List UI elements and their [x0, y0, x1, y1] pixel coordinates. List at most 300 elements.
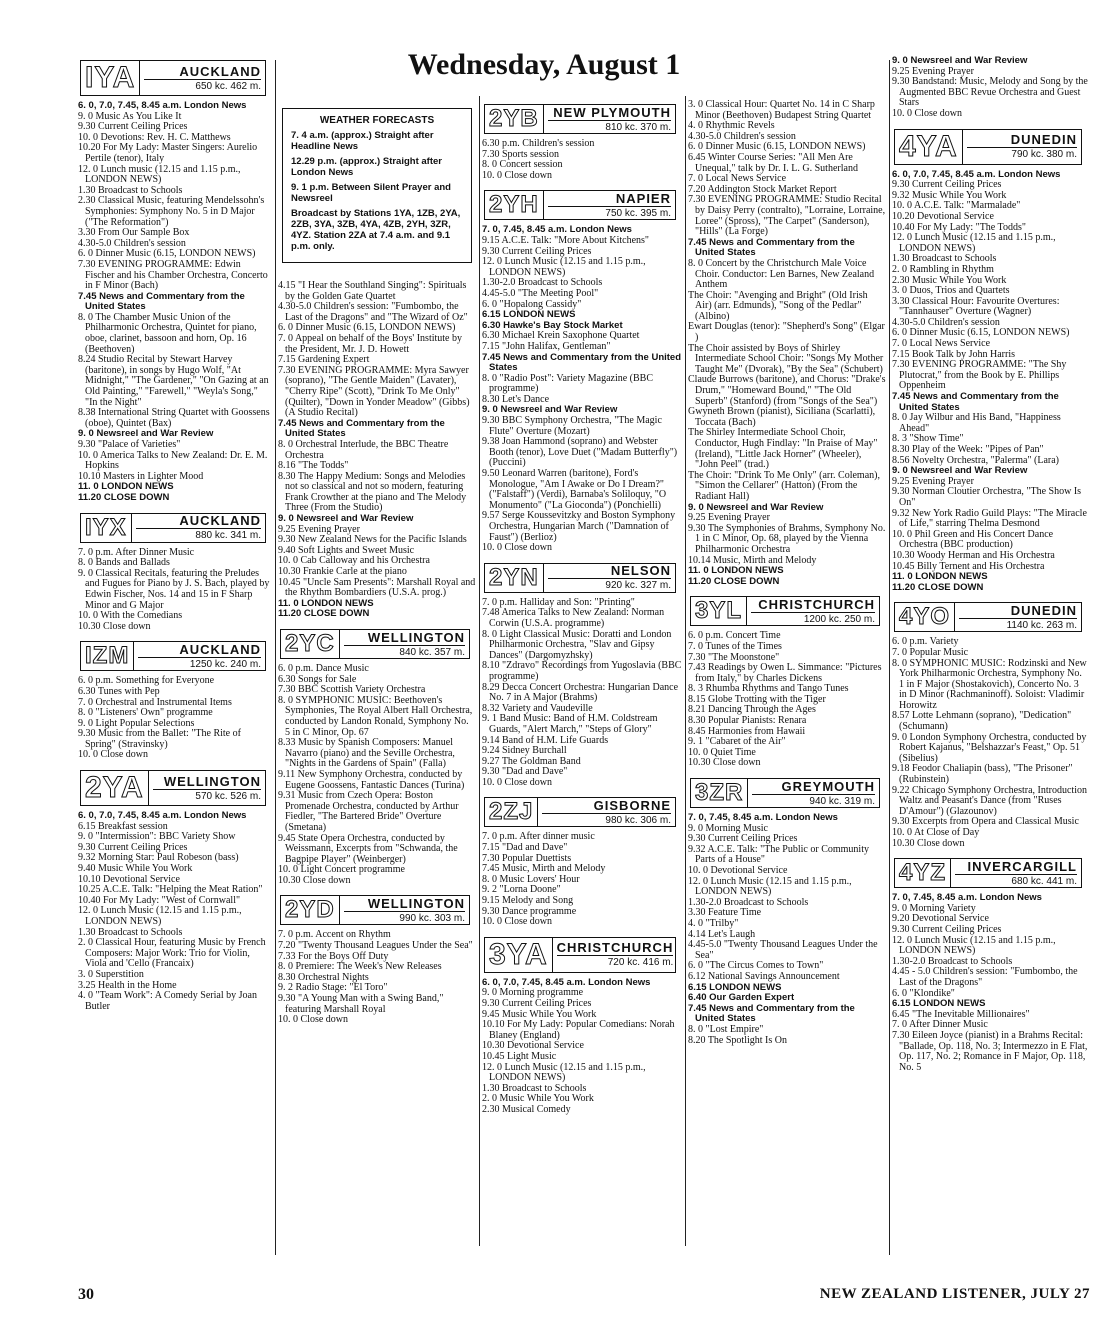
- programme-item: 10. 0 Close down: [482, 776, 552, 788]
- station-logo-2yd: [280, 895, 470, 925]
- programme-item: 10. 0 With the Comedians: [78, 610, 183, 622]
- programme-item: 8. 0 Orchestral Interlude, the BBC Theatre Orchestra: [278, 438, 449, 461]
- station-city: AUCKLAND: [144, 64, 261, 80]
- programme-item: 10. 0 A.C.E. Talk: "Marmalade": [892, 200, 1021, 212]
- programme-item: 9.15 A.C.E. Talk: "More About Kitchens": [482, 234, 649, 246]
- programme-item: 9.20 Devotional Service: [892, 913, 989, 925]
- programme-item: 2. 0 Classical Hour, featuring Music by French Composers: Major Work: Trio for Violin, Viola and 'Cello (Francaix): [78, 937, 266, 970]
- station-city: DUNEDIN: [959, 603, 1077, 619]
- programme-item: 7.45 News and Commentary from the United States: [688, 236, 855, 259]
- programme-item: 4.14 Let's Laugh: [688, 928, 756, 940]
- programme-item: 9.30 "Palace of Varieties": [78, 439, 181, 450]
- programme-item: 7.30 Eileen Joyce (pianist) in a Brahms Recital: "Ballade, Op. 118, No. 3; Intermezzo in E Flat, Op. 117, No. 2; Romance in F Major, Op. 118, No. 5: [892, 1029, 1088, 1073]
- programme-item: 9.30 Current Ceiling Prices: [688, 833, 798, 845]
- programme-item: 4. 0 "Trilby": [688, 917, 739, 929]
- station-logo-1yx: [80, 513, 266, 543]
- programme-list-2ya-continued: [278, 281, 476, 620]
- programme-item: 4.45-5.0 "The Meeting Pool": [482, 287, 599, 299]
- programme-item: 7. 0 p.m. After dinner music: [482, 831, 595, 843]
- programme-item: 10.10 Devotional Service: [78, 873, 180, 885]
- callsign: 2YN: [485, 564, 544, 592]
- programme-item: 6.45 "The Inevitable Millionaires": [892, 1008, 1030, 1020]
- programme-item: 8.20 The Spotlight Is On: [688, 1034, 787, 1046]
- station-logo-3zr: [690, 778, 880, 808]
- programme-item: 9.30 Excerpts from Opera and Classical Music: [892, 816, 1079, 828]
- programme-item: 8. 0 "Listeners' Own" programme: [78, 707, 213, 719]
- programme-item: 6.30 Hawke's Bay Stock Market: [482, 319, 623, 331]
- programme-item: 10.10 For My Lady: Popular Comedians: Norah Blaney (England): [482, 1019, 675, 1041]
- callsign: IYA: [81, 61, 140, 95]
- column-3: [482, 100, 682, 1116]
- programme-item: 2. 0 Rambling in Rhythm: [892, 263, 994, 275]
- programme-item: 9. 0 Light Popular Selections: [78, 717, 195, 729]
- programme-item: 9. 0 Newsreel and War Review: [278, 513, 414, 525]
- station-frequency: 650 kc. 462 m.: [195, 80, 261, 92]
- programme-item: 10.30 Close down: [278, 874, 351, 886]
- programme-item: 7. 0 Popular Music: [892, 646, 969, 658]
- station-city: DUNEDIN: [967, 132, 1077, 148]
- programme-item: 7.30 EVENING PROGRAMME: Edwin Fischer and his Chamber Orchestra, Concerto in F Minor (Bach): [78, 258, 268, 292]
- programme-item: 7.30 EVENING PROGRAMME: Studio Recital by Daisy Perry (contralto), "Lorraine, Lorraine, Loree" (Spross), "The Carpet" (Sanderson), "Hills" (La Forge): [688, 194, 886, 238]
- programme-item: 9.30 Dance programme: [482, 905, 577, 917]
- programme-item: 7.45 News and Commentary from the United States: [482, 351, 682, 374]
- programme-item: 7.15 Book Talk by John Harris: [892, 348, 1015, 360]
- programme-item: The Shirley Intermediate School Choir, Conductor, Hugh Findlay: "In Praise of May" (Ireland), "Little Jack Horner" (Wheeler), "John Peel" (trad.): [688, 427, 878, 471]
- programme-item: 9.14 Band of H.M. Life Guards: [482, 734, 609, 746]
- station-frequency: 750 kc. 395 m.: [605, 207, 671, 219]
- programme-item: 6.15 Breakfast session: [78, 820, 168, 832]
- programme-item: 10. 0 Cab Calloway and his Orchestra: [278, 555, 430, 567]
- programme-item: 9.11 New Symphony Orchestra, conducted by Eugene Goossens, Fantastic Dances (Turina): [278, 768, 465, 791]
- programme-item: 6. 0, 7.0, 7.45, 8.45 a.m. London News: [892, 168, 1061, 180]
- programme-item: 9.27 The Goldman Band: [482, 755, 581, 767]
- programme-item: 10. 0 Phil Green and His Concert Dance Orchestra (BBC production): [892, 528, 1054, 551]
- programme-item: 10.45 "Uncle Sam Presents": Marshall Royal and the Rhythm Bombardiers (U.S.A. prog.): [278, 576, 476, 599]
- programme-list-2yb: [482, 139, 682, 181]
- programme-item: 8.38 International String Quartet with Goossens (oboe), Quintet (Bax): [78, 407, 270, 429]
- programme-item: 8.56 Novelty Orchestra, "Palerma" (Lara): [892, 454, 1059, 466]
- programme-item: 10. 0 Close down: [482, 169, 552, 181]
- programme-item: 12. 0 Lunch Music (12.15 and 1.15 p.m., LONDON NEWS): [78, 905, 242, 927]
- programme-item: 6. 0 Dinner Music (6.15, LONDON NEWS): [688, 141, 866, 153]
- station-frequency: 1140 kc. 263 m.: [1006, 619, 1077, 631]
- programme-item: 9. 2 Radio Stage: "El Toro": [278, 982, 388, 994]
- programme-item: 8. 0 Music Lovers' Hour: [482, 873, 580, 885]
- programme-item: 9. 0 Morning Music: [688, 822, 768, 834]
- programme-item: 9. 0 Music As You Like It: [78, 110, 182, 122]
- station-frequency: 880 kc. 341 m.: [195, 530, 261, 542]
- programme-item: 8. 0 The Chamber Music Union of the Philharmonic Orchestra, Quintet for piano, oboe, clarinet, bassoon and horn, Op. 16 (Beethoven): [78, 311, 257, 355]
- programme-item: 6.15 LONDON NEWS: [688, 981, 782, 993]
- callsign: 2YD: [281, 896, 340, 924]
- programme-item: 12. 0 Lunch Music (12.15 and 1.15 p.m., LONDON NEWS): [482, 256, 646, 278]
- programme-item: 1.30 Broadcast to Schools: [78, 926, 183, 938]
- programme-item: 8.10 "Zdravo" Recordings from Yugoslavia (BBC programme): [482, 660, 682, 682]
- programme-item: 6.15 LONDON NEWS: [482, 309, 576, 321]
- programme-item: 7.33 For the Boys Off Duty: [278, 950, 389, 962]
- programme-item: 4. 0 "Team Work": A Comedy Serial by Joan Butler: [78, 990, 257, 1012]
- programme-item: 9. 0 Newsreel and War Review: [892, 465, 1028, 477]
- programme-item: 4.15 "I Hear the Southland Singing": Spirituals by the Golden Gate Quartet: [278, 280, 467, 302]
- programme-item: 9. 0 Morning Variety: [892, 902, 976, 914]
- programme-item: 9.30 Current Ceiling Prices: [482, 245, 592, 257]
- callsign: 4YZ: [895, 859, 951, 887]
- programme-item: 8. 3 "Show Time": [892, 433, 964, 445]
- programme-item: 3.30 Classical Hour: Favourite Overtures: "Tannhauser" Overture (Wagner): [892, 295, 1060, 318]
- programme-item: 11.20 CLOSE DOWN: [892, 581, 984, 593]
- programme-item: 9. 0 Newsreel and War Review: [688, 501, 824, 513]
- programme-list-2zj: [482, 832, 682, 927]
- programme-item: 3.30 From Our Sample Box: [78, 227, 190, 239]
- programme-item: 8. 0 SYMPHONIC MUSIC: Beethoven's Symphonies, The Royal Albert Hall Orchestra, conducted by Landon Ronald, Symphony No. 5 in C Minor, Op. 67: [278, 694, 473, 738]
- programme-item: 8. 0 Bands and Ballads: [78, 557, 170, 569]
- programme-item: 10. 0 Quiet Time: [688, 746, 756, 758]
- programme-list-4yz: [892, 893, 1088, 1073]
- programme-item: 9.31 Music from Czech Opera: Boston Promenade Orchestra, conducted by Arthur Fiedler, "The Bartered Bride" Overture (Smetana): [278, 790, 459, 833]
- page-headline: Wednesday, August 1: [407, 48, 681, 81]
- programme-item: 12. 0 Lunch Music (12.15 and 1.15 p.m., LONDON NEWS): [482, 1061, 646, 1084]
- callsign: 2YH: [485, 191, 544, 219]
- programme-item: 10.30 Frankie Carle at the piano: [278, 566, 407, 578]
- column-2: [278, 100, 476, 1026]
- programme-item: 9. 0 London Symphony Orchestra, conducted by Robert Kajanus, "Belshazzar's Feast," Op. 51 (Sibelius): [892, 731, 1087, 764]
- programme-item: 2.30 Classical Music, featuring Mendelssohn's Symphonies: Symphony No. 5 in D Major ("The Reformation"): [78, 195, 265, 228]
- programme-item: 7. 0 Tunes of the Times: [688, 640, 782, 652]
- programme-item: 11.20 CLOSE DOWN: [78, 491, 170, 503]
- programme-item: 9.38 Joan Hammond (soprano) and Webster Booth (tenor), Love Duet ("Madam Butterfly") (Puccini): [482, 436, 678, 469]
- programme-list-3zr: [688, 813, 886, 1046]
- programme-item: 1.30-2.0 Broadcast to Schools: [892, 955, 1013, 967]
- station-city: NEW PLYMOUTH: [548, 105, 671, 121]
- programme-item: 4.45 - 5.0 Children's session: "Fumbombo, the Last of the Dragons": [892, 966, 1078, 988]
- programme-item: 10.10 Masters in Lighter Mood: [78, 470, 204, 482]
- programme-item: 7.45 News and Commentary from the United States: [688, 1002, 855, 1025]
- programme-item: 7.30 Popular Duettists: [482, 852, 572, 864]
- programme-item: 10.40 For My Lady: "The Todds": [892, 221, 1026, 233]
- programme-item: 1.30-2.0 Broadcast to Schools: [688, 896, 809, 908]
- station-city: NAPIER: [548, 191, 671, 207]
- programme-item: 10.45 Light Music: [482, 1050, 557, 1062]
- programme-item: 6.30 Songs for Sale: [278, 673, 357, 685]
- programme-item: 9.40 Music While You Work: [78, 863, 193, 875]
- programme-item: 9.50 Leonard Warren (baritone), Ford's Monologue, "Am I Awake or Do I Dream?" ("Falstaff") (Verdi), Barnaba's Soliloquy, "O Monumento" ("La Gioconda") (Ponchielli): [482, 468, 667, 511]
- programme-item: 9.30 New Zealand News for the Pacific Islands: [278, 534, 467, 546]
- column-5: [892, 56, 1088, 1073]
- programme-item: 9. 0 "Intermission": BBC Variety Show: [78, 831, 236, 843]
- programme-item: 9. 0 Classical Recitals, featuring the Preludes and Fugues for Piano by J. S. Bach, played by Edwin Fischer, Nos. 14 and 15 in F Sharp Minor and G Major: [78, 567, 270, 611]
- programme-item: 3. 0 Duos, Trios and Quartets: [892, 285, 1010, 297]
- programme-item: 8.30 The Happy Medium: Songs and Melodies not so classical and not so modern, featuring Frank Crowther at the piano and The Melody Three (From the Studio): [278, 470, 467, 514]
- station-frequency: 840 kc. 357 m.: [399, 646, 465, 658]
- programme-item: 9.32 Music While You Work: [892, 189, 1007, 201]
- programme-item: 9.22 Chicago Symphony Orchestra, Introduction Waltz and Peasant's Dance (from "Ruses D'Amour") (Glazounov): [892, 784, 1087, 817]
- page-number: 30: [78, 1286, 94, 1303]
- station-city: GISBORNE: [542, 798, 671, 814]
- programme-item: 9. 0 Morning programme: [482, 987, 584, 999]
- programme-item: 6. 0, 7.0, 7.45, 8.45 a.m. London News: [78, 810, 247, 822]
- programme-item: 9.24 Sidney Burchall: [482, 745, 567, 757]
- programme-item: 10.30 Close down: [892, 837, 965, 849]
- programme-item: 8.21 Dancing Through the Ages: [688, 704, 816, 716]
- programme-item: 6. 0 Dinner Music (6.15, LONDON NEWS): [278, 322, 456, 334]
- programme-item: 11. 0 LONDON NEWS: [78, 481, 174, 493]
- column-4: [688, 100, 886, 1046]
- programme-item: 8. 0 Premiere: The Week's New Releases: [278, 961, 442, 973]
- station-city: AUCKLAND: [138, 642, 261, 658]
- programme-item: 7.15 "Dad and Dave": [482, 842, 568, 854]
- programme-item: 8.57 Lotte Lehmann (soprano), "Dedication" (Schumann): [892, 710, 1072, 733]
- programme-item: 4.30-5.0 Children's session: [78, 237, 186, 249]
- programme-item: 10.25 A.C.E. Talk: "Helping the Meat Ration": [78, 884, 263, 896]
- programme-item: 6.12 National Savings Announcement: [688, 970, 840, 982]
- station-city: GREYMOUTH: [752, 779, 875, 795]
- station-frequency: 720 kc. 416 m.: [607, 957, 674, 969]
- programme-item: 7.30 "The Moonstone": [688, 651, 780, 663]
- programme-list-4ya: [892, 170, 1088, 594]
- callsign: 2YA: [81, 771, 149, 805]
- programme-item: 7. 0 Appeal on behalf of the Boys' Institute by the President, Mr. J. D. Howett: [278, 332, 462, 355]
- callsign: IZM: [81, 642, 134, 670]
- programme-item: 3. 0 Classical Hour: Quartet No. 14 in C Sharp Minor (Beethoven) Budapest String Quartet: [688, 99, 875, 121]
- programme-item: 2.30 Musical Comedy: [482, 1103, 571, 1115]
- callsign: 3ZR: [691, 779, 748, 807]
- programme-item: 9.30 Current Ceiling Prices: [78, 121, 188, 133]
- programme-list-2yd: [278, 930, 476, 1025]
- programme-item: Gwyneth Brown (pianist), Siciliana (Scarlatti), Toccata (Bach): [688, 406, 876, 428]
- programme-item: 10. 0 America Talks to New Zealand: Dr. E. M. Hopkins: [78, 449, 268, 472]
- station-logo-3yl: [690, 596, 880, 626]
- programme-item: 6. 0 "Klondike": [892, 987, 955, 999]
- programme-item: 1.30 Broadcast to Schools: [482, 1082, 587, 1094]
- programme-item: 11. 0 LONDON NEWS: [688, 565, 784, 577]
- callsign: 4YA: [895, 130, 963, 164]
- station-frequency: 940 kc. 319 m.: [809, 795, 875, 807]
- programme-item: 9.40 Soft Lights and Sweet Music: [278, 544, 415, 556]
- column-rule: [275, 60, 276, 1255]
- callsign: 4YO: [895, 603, 955, 631]
- station-frequency: 990 kc. 303 m.: [399, 912, 465, 924]
- programme-item: 6. 0 p.m. Concert Time: [688, 630, 781, 642]
- programme-item: 7.43 Readings by Owen L. Simmance: "Pictures from Italy," by Charles Dickens: [688, 662, 882, 684]
- programme-item: 12. 0 Lunch music (12.15 and 1.15 p.m., LONDON NEWS): [78, 163, 241, 186]
- programme-item: 8.30 Orchestral Nights: [278, 971, 369, 983]
- callsign: 3YA: [485, 938, 553, 972]
- programme-item: 12. 0 Lunch Music (12.15 and 1.15 p.m., LONDON NEWS): [892, 934, 1056, 957]
- programme-item: 10.30 Devotional Service: [482, 1040, 584, 1052]
- programme-item: 7. 0 p.m. After Dinner Music: [78, 546, 195, 558]
- station-logo-1ya: [80, 60, 266, 96]
- programme-item: 10. 0 Close down: [892, 107, 962, 119]
- programme-item: 8. 0 Jay Wilbur and His Band, "Happiness Ahead": [892, 412, 1061, 434]
- programme-item: 3.25 Health in the Home: [78, 979, 177, 991]
- programme-item: 9.45 State Opera Orchestra, conducted by Weissmann, Excerpts from "Schwanda, the Bagpipe Player" (Weinberger): [278, 832, 458, 865]
- programme-item: 9. 0 Newsreel and War Review: [892, 55, 1028, 66]
- programme-item: 10. 0 Light Concert programme: [278, 864, 405, 876]
- programme-item: 8.32 Variety and Vaudeville: [482, 702, 593, 714]
- programme-list-2yc: [278, 664, 476, 886]
- programme-item: 9.32 Morning Star: Paul Robeson (bass): [78, 852, 239, 864]
- programme-item: 9.30 Bandstand: Music, Melody and Song by the Augmented BBC Revue Orchestra and Guest Stars: [892, 76, 1088, 109]
- programme-item: 4.45-5.0 "Twenty Thousand Leagues Under the Sea": [688, 939, 878, 961]
- station-logo-2ya: [80, 770, 266, 806]
- station-city: AUCKLAND: [136, 513, 261, 529]
- programme-item: 10. 0 Devotional Service: [688, 865, 788, 876]
- programme-item: 9.30 BBC Symphony Orchestra, "The Magic Flute" Overture (Mozart): [482, 415, 662, 437]
- weather-line: 9. 1 p.m. Between Silent Prayer and Newsreel: [291, 182, 451, 204]
- programme-item: 10. 0 Close down: [482, 916, 552, 928]
- callsign: IYX: [81, 514, 132, 542]
- programme-list-2yn: [482, 598, 682, 789]
- programme-item: 7. 0 Local News Service: [892, 338, 991, 350]
- programme-item: 8.30 Play of the Week: "Pipes of Pan": [892, 444, 1044, 455]
- station-frequency: 680 kc. 441 m.: [1011, 875, 1077, 887]
- station-logo-1zm: [80, 641, 266, 671]
- station-logo-4yo: [894, 602, 1082, 632]
- programme-item: 9.32 New York Radio Guild Plays: "The Miracle of Life," starring Thelma Desmond: [892, 507, 1087, 530]
- programme-item: 4.30-5.0 Children's session: [688, 130, 796, 142]
- programme-item: 8. 0 Light Classical Music: Doratti and London Philharmonic Orchestra, "Slav and Gipsy Dances" (Dargomyzhsky): [482, 628, 672, 661]
- programme-item: 7.20 "Twenty Thousand Leagues Under the Sea": [278, 940, 473, 952]
- column-1: [78, 56, 272, 1012]
- station-frequency: 810 kc. 370 m.: [605, 121, 671, 133]
- programme-item: 6.15 LONDON NEWS: [892, 998, 986, 1010]
- programme-item: 8.29 Decca Concert Orchestra: Hungarian Dance No. 7 in A Major (Brahms): [482, 681, 679, 704]
- programme-item: 6.45 Winter Course Series: "All Men Are Unequal," talk by Dr. I. L. G. Sutherland: [688, 151, 858, 174]
- programme-item: 9.30 "A Young Man with a Swing Band," featuring Marshall Royal: [278, 993, 444, 1015]
- programme-item: 7.15 "John Halifax, Gentleman": [482, 340, 611, 352]
- programme-item: 11.20 CLOSE DOWN: [278, 608, 370, 620]
- programme-item: 7.15 Gardening Expert: [278, 354, 370, 366]
- programme-item: 8.24 Studio Recital by Stewart Harvey (baritone), in songs by Hugo Wolf, "At Midnight," "The Gardener," "On Gazing at an Old Painting," "Farewell," "Weyla's Song," "In the Night": [78, 354, 269, 408]
- programme-item: 9.45 Music While You Work: [482, 1008, 597, 1020]
- programme-item: 9.25 Evening Prayer: [278, 523, 360, 535]
- programme-item: 10. 0 At Close of Day: [892, 827, 980, 838]
- weather-forecasts-box: [282, 108, 472, 263]
- programme-item: 7. 0 Orchestral and Instrumental Items: [78, 696, 232, 708]
- programme-item: 4. 0 Rhythmic Revels: [688, 120, 775, 132]
- programme-item: Claude Burrows (baritone), and Chorus: "Drake's Drum," "Homeward Bound," "The Old Superb" (Stanford) (from "Songs of the Sea"): [688, 374, 886, 407]
- programme-item: 4.30-5.0 Children's session: [892, 316, 1000, 328]
- programme-item: 10.45 Billy Ternent and His Orchestra: [892, 560, 1045, 572]
- programme-list-2ya: [78, 811, 272, 1012]
- programme-item: 9.32 A.C.E. Talk: "The Public or Community Parts of a House": [688, 843, 869, 866]
- programme-item: 9.30 Current Ceiling Prices: [482, 998, 592, 1009]
- weather-line: 7. 4 a.m. (approx.) Straight after Headline News: [291, 130, 434, 152]
- programme-item: 8.33 Music by Spanish Composers: Manuel Navarro (piano) and the Seville Orchestra, "Nights in the Gardens of Spain" (Falla): [278, 737, 455, 770]
- programme-item: 8. 0 "Radio Post": Variety Magazine (BBC programme): [482, 372, 654, 395]
- station-frequency: 1250 kc. 240 m.: [189, 658, 261, 670]
- programme-list-3zr-continued: [892, 56, 1088, 120]
- programme-item: 8. 0 SYMPHONIC MUSIC: Rodzinski and New York Philharmonic Orchestra, Symphony No. 1 in F Major (Shostakovich), Concerto No. 3 in D Minor (Rachmaninoff). Soloist: Vladimir Horowitz: [892, 657, 1087, 711]
- programme-item: 10.30 Close down: [688, 757, 761, 769]
- programme-item: 11. 0 LONDON NEWS: [892, 571, 988, 583]
- programme-item: 9. 0 Newsreel and War Review: [482, 404, 618, 416]
- station-city: CHRISTCHURCH: [751, 597, 875, 613]
- station-city: NELSON: [548, 563, 671, 579]
- magazine-footer: NEW ZEALAND LISTENER, JULY 27: [819, 1286, 1090, 1302]
- programme-item: 9.30 Current Ceiling Prices: [892, 923, 1002, 935]
- programme-item: 2. 0 Music While You Work: [482, 1093, 594, 1105]
- programme-item: 7.30 EVENING PROGRAMME: Myra Sawyer (soprano), "The Gentle Maiden" (Lavater), "Cherry Ripe" (Scott), "Drink To Me Only" (Quilter), "Down in Yonder Meadow" (Gibbs) (A Studio Recital): [278, 364, 470, 419]
- station-logo-2yh: [484, 190, 676, 220]
- station-city: CHRISTCHURCH: [556, 940, 674, 956]
- programme-item: 7.45 News and Commentary from the United States: [892, 391, 1059, 413]
- station-logo-2yn: [484, 563, 676, 593]
- programme-item: 7. 0, 7.45, 8.45 a.m. London News: [892, 892, 1042, 904]
- callsign: 2YB: [485, 105, 544, 133]
- programme-item: 4.30-5.0 Children's session: "Fumbombo, the Last of the Dragons" and "The Wizard of Oz": [278, 301, 468, 323]
- programme-item: 12. 0 Lunch Music (12.15 and 1.15 p.m., LONDON NEWS): [688, 875, 852, 898]
- programme-item: 9.25 Evening Prayer: [688, 512, 770, 524]
- programme-item: 6. 0 "Hopalong Cassidy": [482, 298, 582, 310]
- programme-item: 8. 0 "Lost Empire": [688, 1023, 764, 1035]
- programme-item: 9.57 Serge Koussevitzky and Boston Symphony Orchestra, Hungarian March ("Damnation of Faust") (Berlioz): [482, 510, 676, 543]
- programme-item: 8. 3 Rhumba Rhythms and Tango Tunes: [688, 683, 849, 695]
- programme-list-1zm: [78, 676, 272, 761]
- column-rule: [889, 60, 890, 1255]
- station-city: WELLINGTON: [344, 630, 465, 646]
- programme-list-3ya: [482, 978, 682, 1116]
- programme-item: The Choir: "Drink To Me Only" (arr. Coleman), "Simon the Cellarer" (Hatton) (From the Radiant Hall): [688, 469, 880, 502]
- programme-item: 9.30 Current Ceiling Prices: [892, 179, 1002, 191]
- programme-item: 6.30 p.m. Children's session: [482, 138, 595, 149]
- programme-item: 9.25 Evening Prayer: [892, 475, 974, 487]
- programme-item: 9. 0 Newsreel and War Review: [78, 428, 214, 440]
- programme-item: 7.30 BBC Scottish Variety Orchestra: [278, 684, 426, 696]
- programme-item: 11. 0 LONDON NEWS: [278, 597, 374, 609]
- programme-item: 10.20 Devotional Service: [892, 210, 994, 222]
- programme-item: 1.30 Broadcast to Schools: [78, 184, 183, 196]
- programme-item: 9.30 The Symphonies of Brahms, Symphony No. 1 in C Minor, Op. 68, played by the Vienna Philharmonic Orchestra: [688, 522, 886, 555]
- programme-item: 9. 2 "Lorna Doone": [482, 884, 561, 896]
- station-logo-4yz: [894, 858, 1082, 888]
- column-rule: [479, 96, 480, 1246]
- programme-item: 1.30 Broadcast to Schools: [892, 253, 997, 265]
- station-frequency: 1200 kc. 250 m.: [803, 613, 875, 625]
- station-frequency: 920 kc. 327 m.: [605, 580, 671, 592]
- weather-title: WEATHER FORECASTS: [319, 115, 435, 126]
- station-logo-4ya: [894, 129, 1082, 165]
- programme-item: Ewart Douglas (tenor): "Shepherd's Song" (Elgar ): [688, 321, 885, 344]
- programme-item: 10. 0 Close down: [78, 749, 148, 761]
- programme-item: 8.45 Harmonies from Hawaii: [688, 725, 806, 737]
- station-city: INVERCARGILL: [955, 859, 1077, 875]
- programme-item: 6. 0, 7.0, 7.45, 8.45 a.m. London News: [78, 100, 247, 111]
- programme-item: 10.40 For My Lady: "West of Cornwall": [78, 894, 241, 906]
- programme-item: 2.30 Music While You Work: [892, 274, 1007, 286]
- programme-item: 7.45 News and Commentary from the United States: [278, 417, 445, 440]
- callsign: 2ZJ: [485, 798, 538, 826]
- programme-item: 9. 1 Band Music: Band of H.M. Coldstream Guards, "Alert March," "Steps of Glory": [482, 713, 658, 735]
- programme-item: The Choir: "Avenging and Bright" (Old Irish Air) (arr. Edmunds), "Song of the Pedlar" (Albino): [688, 289, 868, 322]
- station-logo-2zj: [484, 797, 676, 827]
- programme-item: The Choir assisted by Boys of Shirley Intermediate School Choir: "Songs My Mother Taught Me" (Dvorak), "By the Sea" (Schubert): [688, 342, 884, 375]
- programme-item: 9.30 Norman Cloutier Orchestra, "The Show Is On": [892, 486, 1082, 508]
- programme-item: 6.40 Our Garden Expert: [688, 992, 795, 1004]
- station-logo-2yc: [280, 629, 470, 659]
- station-frequency: 980 kc. 306 m.: [605, 814, 671, 826]
- programme-item: 9.15 Melody and Song: [482, 895, 574, 907]
- programme-item: 6. 0 p.m. Dance Music: [278, 663, 369, 674]
- programme-list-1yx: [78, 548, 272, 633]
- programme-item: 6. 0 p.m. Variety: [892, 636, 959, 648]
- programme-list-1ya: [78, 101, 272, 504]
- programme-list-3yl: [688, 631, 886, 769]
- programme-item: 8.30 Popular Pianists: Renara: [688, 715, 807, 727]
- programme-item: 10.30 Close down: [78, 620, 151, 632]
- programme-item: 6. 0 p.m. Something for Everyone: [78, 675, 215, 687]
- programme-item: 9.30 "Dad and Dave": [482, 766, 568, 778]
